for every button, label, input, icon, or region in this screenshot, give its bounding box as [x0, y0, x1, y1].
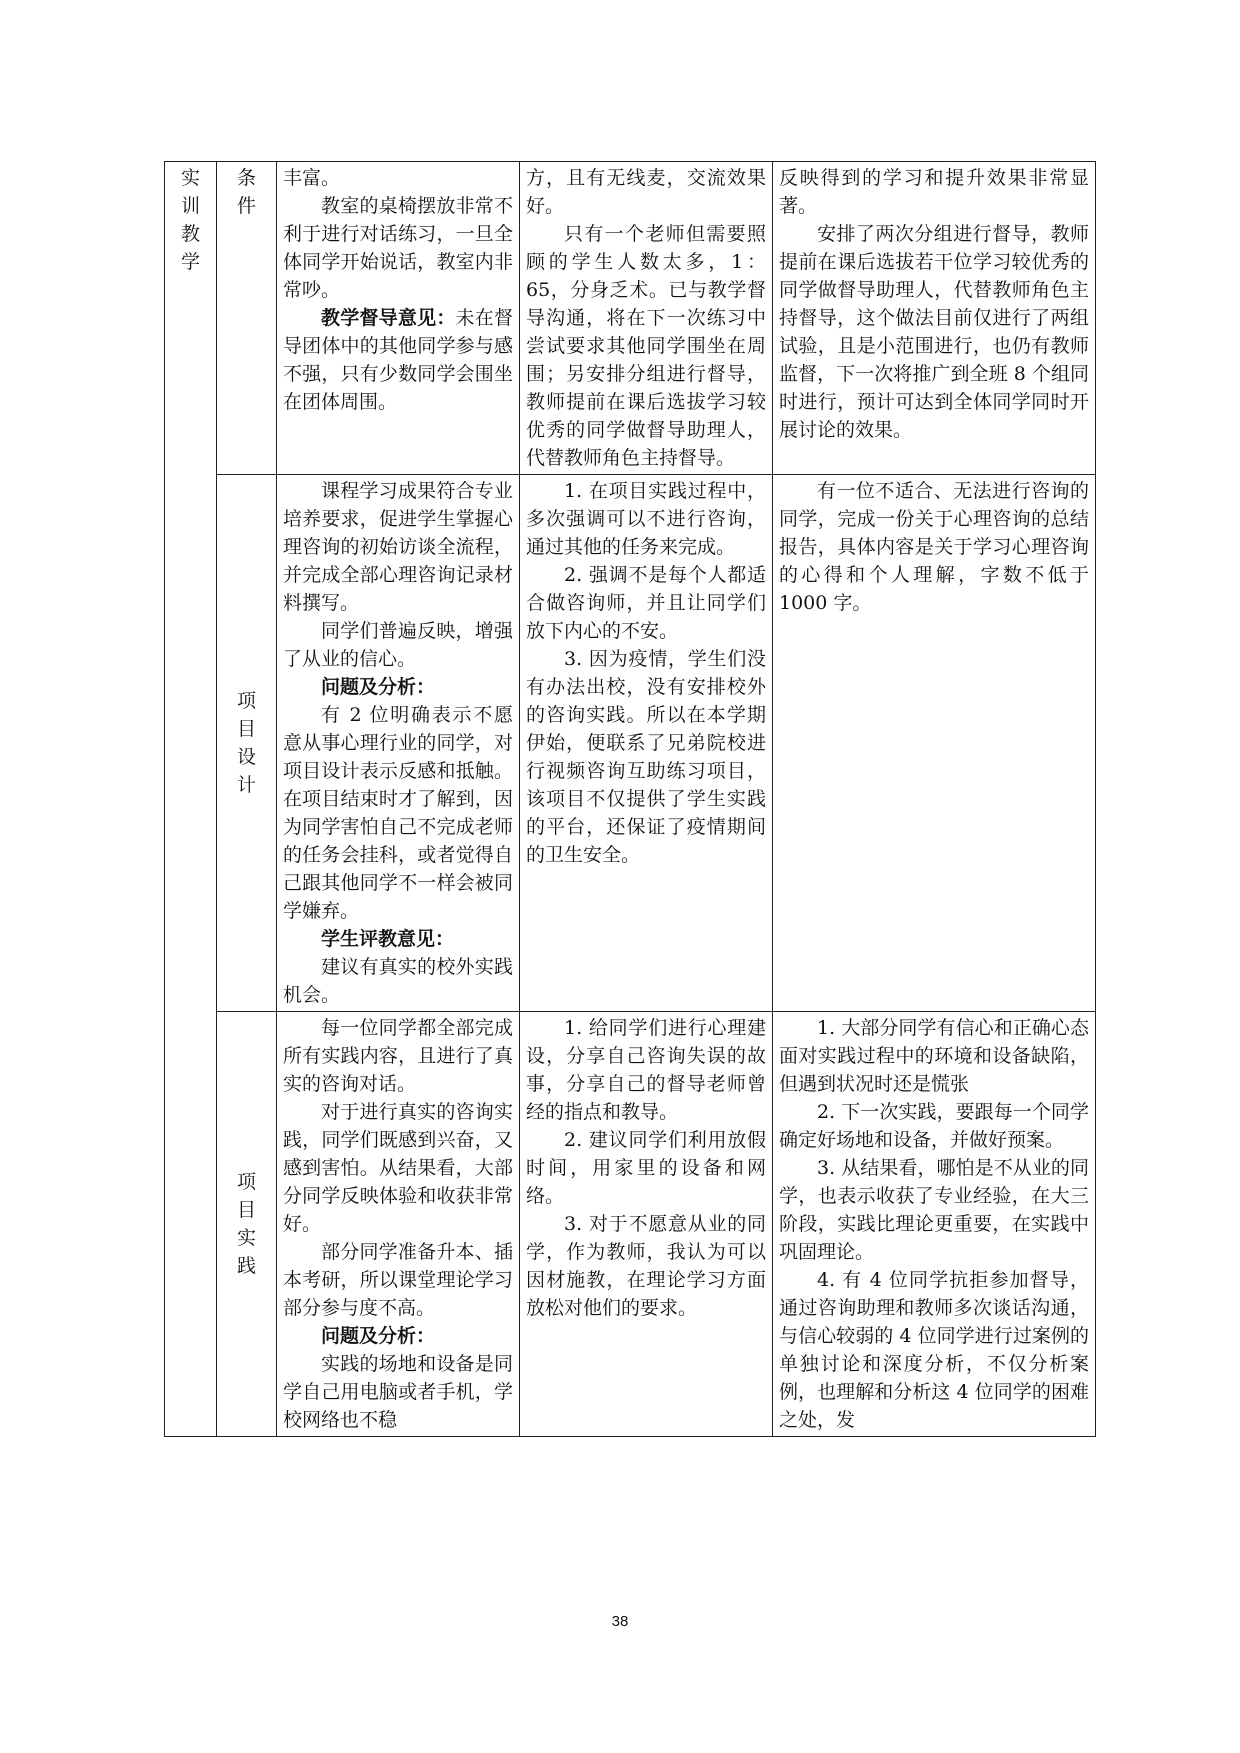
paragraph: 1. 在项目实践过程中，多次强调可以不进行咨询，通过其他的任务来完成。 — [526, 480, 766, 558]
category-char: 教 — [180, 223, 200, 245]
paragraph: 教室的桌椅摆放非常不利于进行对话练习，一旦全体同学开始说话，教室内非常吵。 — [283, 195, 513, 301]
paragraph: 反映得到的学习和提升效果非常显著。 — [779, 167, 1089, 217]
subcategory-char: 计 — [236, 774, 256, 796]
subcategory-char: 目 — [236, 718, 256, 740]
paragraph: 方，且有无线麦，交流效果好。 — [526, 167, 766, 217]
paragraph: 2. 下一次实践，要跟每一个同学确定好场地和设备，并做好预案。 — [779, 1101, 1089, 1151]
bold-heading: 问题及分析： — [321, 676, 436, 698]
subcategory-char: 实 — [236, 1227, 256, 1249]
category-cell — [165, 162, 217, 1437]
situation-cell — [277, 475, 520, 1012]
paragraph: 1. 给同学们进行心理建设，分享自己咨询失误的故事，分享自己的督导老师曾经的指点和教导。 — [526, 1017, 766, 1123]
table-row-project-practice — [165, 1012, 1096, 1437]
effect-cell — [773, 162, 1096, 475]
category-char: 训 — [180, 195, 200, 217]
subcategory-char: 践 — [236, 1255, 256, 1277]
subcategory-cell — [217, 475, 277, 1012]
paragraph: 有 2 位明确表示不愿意从事心理行业的同学，对项目设计表示反感和抵触。在项目结束时才了解到，因为同学害怕自己不完成老师的任务会挂科，或者觉得自己跟其他同学不一样会被同学嫌弃。 — [283, 704, 513, 922]
paragraph: 3. 对于不愿意从业的同学，作为教师，我认为可以因材施教，在理论学习方面放松对他们的要求。 — [526, 1213, 766, 1319]
paragraph: 丰富。 — [283, 167, 341, 189]
bold-heading: 教学督导意见： — [321, 307, 456, 329]
measure-cell — [520, 475, 773, 1012]
bold-heading: 学生评教意见： — [321, 928, 455, 950]
paragraph: 3. 因为疫情，学生们没有办法出校，没有安排校外的咨询实践。所以在本学期伊始，便联系了兄弟院校进行视频咨询互助练习项目，该项目不仅提供了学生实践的平台，还保证了疫情期间的卫生安全。 — [526, 648, 766, 866]
paragraph: 实践的场地和设备是同学自己用电脑或者手机，学校网络也不稳 — [283, 1353, 513, 1431]
effect-cell — [773, 475, 1096, 1012]
effect-cell — [773, 1012, 1096, 1437]
paragraph: 每一位同学都全部完成所有实践内容，且进行了真实的咨询对话。 — [283, 1017, 513, 1095]
subcategory-char: 项 — [236, 1171, 256, 1193]
subcategory-char: 目 — [236, 1199, 256, 1221]
subcategory-char: 设 — [236, 746, 256, 768]
paragraph: 课程学习成果符合专业培养要求，促进学生掌握心理咨询的初始访谈全流程，并完成全部心理咨询记录材料撰写。 — [283, 480, 513, 614]
page-number: 38 — [611, 1613, 629, 1630]
paragraph: 对于进行真实的咨询实践，同学们既感到兴奋，又感到害怕。从结果看，大部分同学反映体验和收获非常好。 — [283, 1101, 513, 1235]
category-char: 学 — [180, 251, 200, 273]
measure-cell — [520, 1012, 773, 1437]
category-char: 实 — [180, 167, 200, 189]
subcategory-char: 件 — [236, 195, 256, 217]
paragraph: 3. 从结果看，哪怕是不从业的同学，也表示收获了专业经验，在大三阶段，实践比理论更重要，在实践中巩固理论。 — [779, 1157, 1089, 1263]
situation-cell — [277, 162, 520, 475]
paragraph: 只有一个老师但需要照顾的学生人数太多，1：65，分身乏术。已与教学督导沟通，将在下一次练习中尝试要求其他同学围坐在周围；另安排分组进行督导，教师提前在课后选拔学习较优秀的同学做督导助理人，代替教师角色主持督导。 — [526, 223, 766, 469]
subcategory-char: 项 — [236, 690, 256, 712]
subcategory-cell — [217, 162, 277, 475]
paragraph: 部分同学准备升本、插本考研，所以课堂理论学习部分参与度不高。 — [283, 1241, 513, 1319]
paragraph: 有一位不适合、无法进行咨询的同学，完成一份关于心理咨询的总结报告，具体内容是关于学习心理咨询的心得和个人理解，字数不低于 1000 字。 — [779, 480, 1089, 614]
paragraph: 4. 有 4 位同学抗拒参加督导，通过咨询助理和教师多次谈话沟通，与信心较弱的 4 位同学进行过案例的单独讨论和深度分析，不仅分析案例，也理解和分析这 4 位同学的困难之处，发 — [779, 1269, 1089, 1431]
paragraph — [283, 304, 513, 416]
paragraph: 2. 建议同学们利用放假时间，用家里的设备和网络。 — [526, 1129, 766, 1207]
bold-heading: 问题及分析： — [321, 1325, 436, 1347]
table-row-project-design — [165, 475, 1096, 1012]
paragraph: 建议有真实的校外实践机会。 — [283, 956, 513, 1006]
subcategory-cell — [217, 1012, 277, 1437]
paragraph: 安排了两次分组进行督导，教师提前在课后选拔若干位学习较优秀的同学做督导助理人，代替教师角色主持督导，这个做法目前仅进行了两组试验，且是小范围进行，也仍有教师监督，下一次将推广到全班 8 个组同时进行，预计可达到全体同学同时开展讨论的效果。 — [779, 223, 1089, 441]
paragraph: 同学们普遍反映，增强了从业的信心。 — [283, 620, 513, 670]
paragraph-text: 未在督导团体中的其他同学参与感不强，只有少数同学会围坐在团体周围。 — [283, 307, 513, 413]
paragraph: 1. 大部分同学有信心和正确心态面对实践过程中的环境和设备缺陷，但遇到状况时还是慌张 — [779, 1017, 1089, 1095]
paragraph: 2. 强调不是每个人都适合做咨询师，并且让同学们放下内心的不安。 — [526, 564, 766, 642]
evaluation-table — [164, 161, 1096, 1437]
situation-cell — [277, 1012, 520, 1437]
table-row-conditions — [165, 162, 1096, 475]
measure-cell — [520, 162, 773, 475]
subcategory-char: 条 — [236, 167, 256, 189]
